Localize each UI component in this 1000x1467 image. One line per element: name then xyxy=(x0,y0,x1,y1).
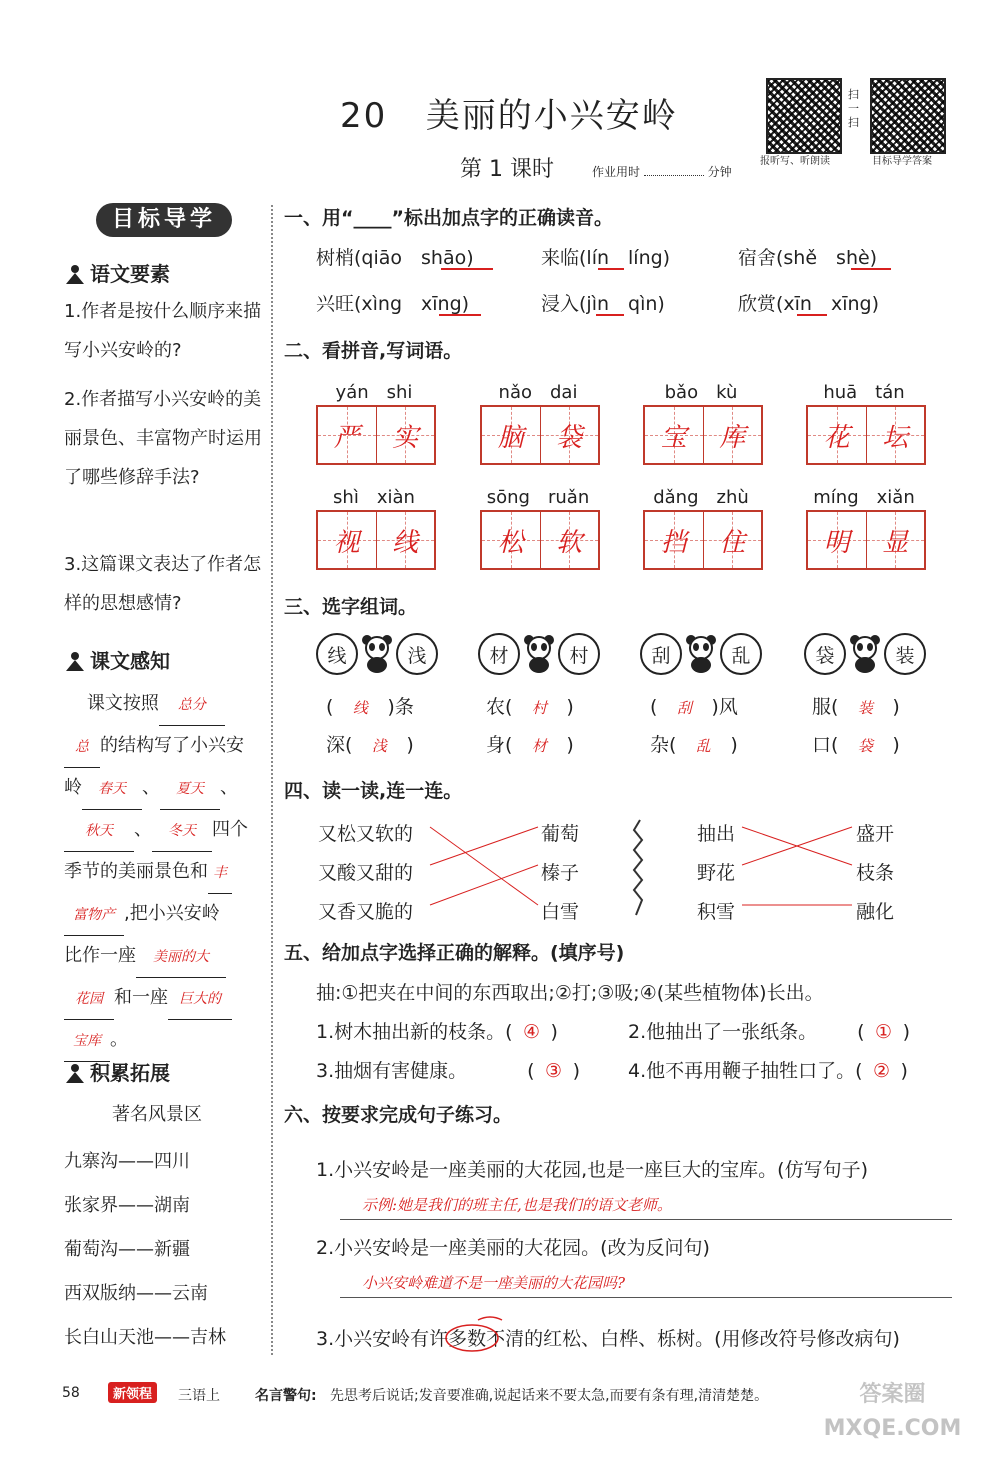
person-icon xyxy=(64,1063,86,1083)
answer-underline xyxy=(598,268,624,270)
char-circle: 乱 xyxy=(720,633,762,675)
char-circle: 刮 xyxy=(640,633,682,675)
q1-item[interactable]: 欣赏(xīn xīng) xyxy=(738,293,880,315)
scan-label: 扫一扫 xyxy=(848,88,859,129)
q5-item[interactable]: 1.树木抽出新的枝条。( ④ ) xyxy=(316,1021,558,1043)
q1-item[interactable]: 浸入(jìn qìn) xyxy=(541,293,665,315)
person-icon xyxy=(64,264,86,284)
word-grid[interactable]: 严 实 xyxy=(316,405,436,465)
match-line xyxy=(430,827,538,865)
list-item: 西双版纳——云南 xyxy=(64,1283,208,1304)
correction-mark xyxy=(440,1312,510,1358)
match-item[interactable]: 抽出 xyxy=(697,823,736,845)
match-item[interactable]: 白雪 xyxy=(541,901,580,923)
guide-question-1: 1.作者是按什么顺序来描写小兴安岭的? xyxy=(64,301,262,361)
list-item: 张家界——湖南 xyxy=(64,1195,190,1216)
answer-underline xyxy=(851,268,891,270)
definition-line: 抽:①把夹在中间的东西取出;②打;③吸;④(某些植物体)长出。 xyxy=(316,982,824,1004)
q6-answer-2[interactable]: 小兴安岭难道不是一座美丽的大花园吗? xyxy=(340,1272,952,1298)
answer-blank[interactable]: 冬天 xyxy=(152,812,212,852)
goal-badge: 目标导学 xyxy=(96,203,232,237)
match-line xyxy=(430,827,538,905)
match-item[interactable]: 融化 xyxy=(856,901,895,923)
answer-blank[interactable]: 丰 xyxy=(208,854,232,894)
char-circle: 材 xyxy=(478,633,520,675)
match-item[interactable]: 又松又软的 xyxy=(318,823,414,845)
answer-underline xyxy=(441,268,493,270)
guide-question-2: 2.作者描写小兴安岭的美丽景色、丰富物产时运用了哪些修辞手法? xyxy=(64,389,262,488)
word-grid[interactable]: 松 软 xyxy=(480,510,600,570)
qr-caption-listen: 报听写、听朗读 xyxy=(760,156,830,167)
q5-item[interactable]: 3.抽烟有害健康。 ( ③ ) xyxy=(316,1060,580,1082)
scenic-list-title: 著名风景区 xyxy=(112,1104,202,1125)
match-item[interactable]: 又酸又甜的 xyxy=(318,862,414,884)
answer-blank[interactable]: 花园 xyxy=(64,980,114,1020)
q3-fill[interactable]: ( 线 )条 xyxy=(326,696,414,718)
q3-fill[interactable]: 身( 材 ) xyxy=(486,734,574,756)
char-pair xyxy=(316,633,438,675)
match-lines xyxy=(420,815,860,925)
match-item[interactable]: 盛开 xyxy=(856,823,895,845)
pinyin: nǎo dai xyxy=(498,382,578,403)
answer-blank[interactable]: 富物产 xyxy=(64,896,124,936)
answer-blank[interactable]: 美丽的大 xyxy=(136,938,226,978)
char-circle: 线 xyxy=(316,633,358,675)
list-item: 葡萄沟——新疆 xyxy=(64,1239,190,1260)
match-item[interactable]: 榛子 xyxy=(541,862,580,884)
match-right-b xyxy=(856,815,894,932)
lesson-title xyxy=(340,88,678,137)
guide-question-3: 3.这篇课文表达了作者怎样的思想感情? xyxy=(64,554,262,614)
answer-blank[interactable]: 宝库 xyxy=(64,1022,110,1062)
char-pair xyxy=(478,633,600,675)
homework-time: 作业用时 分钟 xyxy=(592,165,732,179)
section-language-elements: 语文要素 xyxy=(64,258,170,287)
vine-divider xyxy=(634,820,642,915)
question-3-title: 三、选字组词。 xyxy=(284,596,418,618)
pinyin: sōng ruǎn xyxy=(486,487,590,508)
q6-sentence-3: 3.小兴安岭有许多数不清的红松、白桦、栎树。(用修改符号修改病句) xyxy=(316,1328,900,1350)
q3-fill[interactable]: ( 刮 )风 xyxy=(650,696,738,718)
question-6-title: 六、按要求完成句子练习。 xyxy=(284,1104,513,1126)
page-number: 58 xyxy=(62,1385,80,1401)
question-5-title: 五、给加点字选择正确的解释。(填序号) xyxy=(284,942,625,964)
panda-icon xyxy=(360,634,394,674)
q3-fill[interactable]: 杂( 乱 ) xyxy=(650,734,738,756)
q1-item[interactable]: 来临(lín líng) xyxy=(541,247,671,269)
lesson-name: 美丽的小兴安岭 xyxy=(425,96,678,136)
answer-blank[interactable]: 总分 xyxy=(159,686,225,726)
answer-underline xyxy=(439,314,481,316)
panda-icon xyxy=(684,634,718,674)
char-circle: 装 xyxy=(884,633,926,675)
word-grid[interactable]: 花 坛 xyxy=(806,405,926,465)
char-circle: 村 xyxy=(558,633,600,675)
question-4-title: 四、读一读,连一连。 xyxy=(284,780,463,802)
match-item[interactable]: 又香又脆的 xyxy=(318,901,414,923)
list-item: 长白山天池——吉林 xyxy=(64,1327,226,1348)
word-grid[interactable]: 视 线 xyxy=(316,510,436,570)
qr-code-listen[interactable] xyxy=(766,78,842,154)
question-1-title: 一、用“____”标出加点字的正确读音。 xyxy=(284,207,613,229)
match-item[interactable]: 积雪 xyxy=(697,901,736,923)
list-item: 九寨沟——四川 xyxy=(64,1151,190,1172)
panda-icon xyxy=(848,634,882,674)
q3-fill[interactable]: 服( 装 ) xyxy=(812,696,900,718)
word-grid[interactable]: 宝 库 xyxy=(643,405,763,465)
brand-logo: 新领程 xyxy=(108,1382,157,1403)
q5-item[interactable]: 2.他抽出了一张纸条。 ( ① ) xyxy=(628,1021,910,1043)
char-circle: 浅 xyxy=(396,633,438,675)
q1-item[interactable]: 兴旺(xìng xīng) xyxy=(316,293,470,315)
watermark: 答案圈 MXQE.COM xyxy=(823,1382,962,1441)
match-left-a xyxy=(318,815,413,932)
answer-blank[interactable]: 春天 xyxy=(82,770,142,810)
match-item[interactable]: 葡萄 xyxy=(541,823,580,845)
grade-label: 三语上 xyxy=(178,1388,220,1404)
pinyin: shì xiàn xyxy=(333,487,415,508)
char-pair xyxy=(804,633,926,675)
char-circle: 袋 xyxy=(804,633,846,675)
pinyin: dǎng zhù xyxy=(653,487,749,508)
match-item[interactable]: 枝条 xyxy=(856,862,895,884)
q3-fill[interactable]: 深( 浅 ) xyxy=(326,734,414,756)
q6-sentence-2: 2.小兴安岭是一座美丽的大花园。(改为反问句) xyxy=(316,1237,710,1259)
scenic-list xyxy=(64,1140,226,1360)
answer-blank[interactable]: 巨大的 xyxy=(168,980,232,1020)
q3-fill[interactable]: 农( 村 ) xyxy=(486,696,574,718)
match-item[interactable]: 野花 xyxy=(697,862,736,884)
section-accumulation: 积累拓展 xyxy=(64,1057,170,1086)
lesson-period: 第 1 课时 xyxy=(460,157,554,182)
pinyin: yán shi xyxy=(335,382,413,403)
answer-underline xyxy=(797,314,827,316)
sidebar-divider xyxy=(271,205,273,1355)
q5-item[interactable]: 4.他不再用鞭子抽牲口了。( ② ) xyxy=(628,1060,908,1082)
pinyin: huā tán xyxy=(823,382,905,403)
q3-fill[interactable]: 口( 袋 ) xyxy=(812,734,900,756)
pinyin: míng xiǎn xyxy=(813,487,915,508)
quote-text: 先思考后说话;发音要准确,说起话来不要太急,而要有条有理,清清楚楚。 xyxy=(330,1388,769,1404)
word-grid[interactable]: 挡 住 xyxy=(643,510,763,570)
answer-blank[interactable]: 秋天 xyxy=(64,812,134,852)
q1-item[interactable]: 树梢(qiāo shāo) xyxy=(316,247,474,269)
q6-sentence-1: 1.小兴安岭是一座美丽的大花园,也是一座巨大的宝库。(仿写句子) xyxy=(316,1159,868,1181)
lesson-number: 20 xyxy=(340,96,388,136)
section-text-perception: 课文感知 xyxy=(64,645,170,674)
person-icon xyxy=(64,651,86,671)
q6-answer-1[interactable]: 示例:她是我们的班主任,也是我们的语文老师。 xyxy=(340,1194,952,1220)
panda-icon xyxy=(522,634,556,674)
structure-fill-paragraph: 课文按照 总分 总 的结构写了小兴安 岭 春天 、 夏天 、 秋天 、 冬天 四个 季节的美丽景色和 丰 富物产 ,把小兴安岭 比作一座 美丽的大 花园 和一座 巨大的 宝库 。 xyxy=(64,684,269,1062)
pinyin: bǎo kù xyxy=(664,382,738,403)
char-pair xyxy=(640,633,762,675)
qr-caption-answers: 目标导学答案 xyxy=(872,156,932,167)
word-grid[interactable]: 脑 袋 xyxy=(480,405,600,465)
qr-code-answers[interactable] xyxy=(870,78,946,154)
answer-blank[interactable]: 夏天 xyxy=(160,770,220,810)
match-line xyxy=(430,865,538,905)
answer-blank[interactable]: 总 xyxy=(64,728,100,768)
word-grid[interactable]: 明 显 xyxy=(806,510,926,570)
quote-label: 名言警句: xyxy=(255,1388,317,1404)
answer-underline xyxy=(596,314,624,316)
q1-item[interactable]: 宿舍(shě shè) xyxy=(738,247,878,269)
question-2-title: 二、看拼音,写词语。 xyxy=(284,340,463,362)
